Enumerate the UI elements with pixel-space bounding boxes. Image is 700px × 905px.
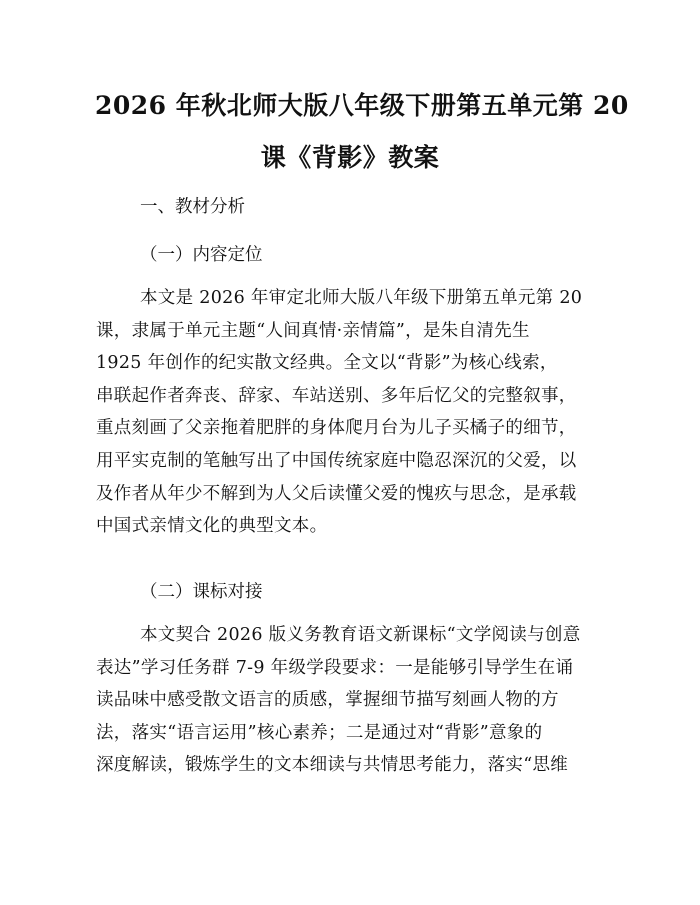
paragraph-line: 1925 年创作的纪实散文经典。全文以“背影”为核心线索， [96, 353, 558, 374]
paragraph-line: 深度解读，锻炼学生的文本细读与共情思考能力，落实“思维 [96, 755, 569, 776]
paragraph-content-positioning [96, 282, 606, 543]
paragraph-line: 串联起作者奔丧、辞家、车站送别、多年后忆父的完整叙事， [96, 385, 577, 406]
paragraph-line: 表达”学习任务群 7-9 年级学段要求：一是能够引导学生在诵 [96, 657, 574, 678]
document-title-line-2: 课《背影》教案 [260, 143, 440, 172]
paragraph-line: 课，隶属于单元主题“人间真情·亲情篇”，是朱自清先生 [96, 320, 530, 341]
paragraph-line: 重点刻画了父亲拖着肥胖的身体爬月台为儿子买橘子的细节， [96, 418, 577, 439]
paragraph-line: 本文是 2026 年审定北师大版八年级下册第五单元第 20 [140, 288, 583, 308]
paragraph-line: 读品味中感受散文语言的质感，掌握细节描写刻画人物的方 [96, 690, 559, 711]
paragraph-line: 及作者从年少不解到为人父后读懂父爱的愧疚与思念，是承载 [96, 483, 577, 504]
subsection-heading-content-positioning: （一）内容定位 [140, 245, 263, 265]
paragraph-line: 用平实克制的笔触写出了中国传统家庭中隐忍深沉的父爱，以 [96, 450, 577, 471]
paragraph-line: 本文契合 2026 版义务教育语文新课标“文学阅读与创意 [140, 625, 581, 645]
document-title-line-1: 2026 年秋北师大版八年级下册第五单元第 20 [95, 91, 629, 120]
section-heading-teaching-material-analysis: 一、教材分析 [140, 197, 245, 217]
paragraph-line: 中国式亲情文化的典型文本。 [96, 516, 328, 537]
subsection-heading-curriculum-alignment: （二）课标对接 [140, 582, 263, 602]
paragraph-curriculum-alignment [96, 619, 606, 782]
paragraph-line: 法，落实“语言运用”核心素养；二是通过对“背影”意象的 [96, 722, 543, 743]
